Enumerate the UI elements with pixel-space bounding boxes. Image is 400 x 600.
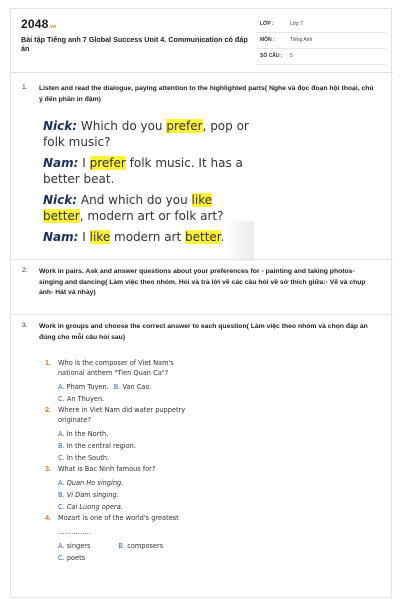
option-row	[58, 441, 275, 451]
meta-label: SỐ CÂU :	[260, 53, 283, 59]
speaker-name: Nam:	[43, 230, 79, 244]
option-letter: C.	[58, 554, 65, 562]
highlighted-phrase: like	[89, 230, 111, 244]
question-number: 2.	[45, 405, 52, 414]
option-text: Pham Tuyen.	[66, 383, 109, 391]
option-letter: B.	[113, 383, 121, 391]
option-text: Van Cao.	[122, 383, 152, 391]
answer-option[interactable]	[58, 491, 119, 499]
dialogue-line	[43, 229, 253, 245]
question-number: 4.	[45, 513, 52, 522]
option-text: Quan Ho singing.	[66, 479, 124, 487]
dialogue-line	[43, 118, 253, 150]
option-text: composers	[127, 542, 164, 550]
option-row	[58, 429, 275, 439]
option-row	[58, 453, 275, 463]
meta-row-subject	[256, 34, 386, 49]
speaker-name: Nick:	[43, 193, 78, 207]
option-text: In the South.	[66, 454, 110, 462]
highlighted-phrase: like better	[43, 193, 213, 223]
option-letter: C.	[58, 395, 65, 403]
meta-label: LỚP :	[260, 21, 274, 27]
answer-option[interactable]	[58, 503, 123, 511]
answer-option[interactable]	[58, 479, 123, 487]
page-header	[11, 9, 393, 69]
question-text: Where in Viet Nam did water puppetry originate?	[58, 406, 186, 424]
answer-option[interactable]	[58, 554, 85, 562]
answer-option[interactable]	[58, 383, 109, 391]
section-instruction: Work in pairs. Ask and answer questions about your preferences for - painting and taking photos- singing and dancing( Làm việc theo nhóm. Hỏi và trả lời về các câu hỏi về sở thích giữa:- Vẽ và chụp ảnh- Hát và nhảy)	[39, 268, 366, 296]
option-row	[58, 490, 275, 500]
option-row	[58, 502, 275, 512]
dialogue-text: , modern art or folk art?	[79, 209, 224, 223]
dialogue-text: And which do you	[77, 193, 192, 207]
dialogue-line	[43, 155, 253, 187]
option-row	[58, 478, 275, 488]
option-letter: C.	[58, 503, 65, 511]
highlighted-phrase: prefer	[89, 156, 126, 170]
section-divider	[11, 314, 393, 315]
option-text: In the North.	[66, 430, 109, 438]
answer-option[interactable]	[58, 442, 136, 450]
meta-row-question-count	[256, 50, 386, 65]
option-row	[58, 394, 275, 404]
question-text: Mozart is one of the world's greatest	[58, 514, 179, 522]
meta-value: Tiếng Anh	[290, 37, 313, 43]
answer-option[interactable]	[114, 383, 152, 391]
quiz-question	[45, 513, 275, 563]
option-letter: B.	[58, 442, 65, 450]
quiz-question	[45, 358, 275, 404]
answer-option[interactable]	[58, 542, 90, 550]
section-instruction: Work in groups and choose the correct answer to each question( Làm việc theo nhóm và chọn đáp án đúng cho mỗi câu hỏi sau)	[39, 323, 368, 341]
dialogue-text: I	[78, 156, 90, 170]
dialogue-text: I	[78, 230, 90, 244]
option-row	[58, 382, 275, 392]
option-row	[58, 541, 275, 551]
worksheet-page	[10, 8, 392, 598]
option-text: An Thuyen.	[66, 395, 105, 403]
section-number: 3.	[22, 322, 28, 329]
document-title: Bài tập Tiếng anh 7 Global Success Unit 4. Communication có đáp án	[21, 35, 248, 53]
option-letter: C.	[58, 454, 65, 462]
option-letter: B.	[118, 542, 126, 550]
answer-option[interactable]	[58, 395, 104, 403]
dialogue-text: Which do you	[77, 119, 167, 133]
quiz-question	[45, 405, 275, 463]
option-letter: A.	[58, 542, 65, 550]
dialogue	[43, 118, 253, 250]
option-letter: A.	[58, 479, 65, 487]
option-text: Cai Luong opera.	[66, 503, 123, 511]
meta-row-class	[256, 18, 386, 33]
answer-blank: ……………	[58, 528, 91, 536]
dialogue-text: modern art	[110, 230, 185, 244]
dialogue-text: folk music. It has a better beat.	[43, 156, 243, 186]
question-number: 1.	[45, 358, 52, 367]
quiz-question	[45, 464, 275, 512]
option-letter: B.	[58, 491, 65, 499]
section-divider	[11, 259, 393, 260]
dialogue-line	[43, 192, 253, 224]
option-letter: A.	[58, 383, 65, 391]
site-logo[interactable]: 2048.vn	[21, 17, 57, 31]
option-text: singers	[66, 542, 91, 550]
question-text: What is Bac Ninh famous for?	[58, 465, 156, 473]
meta-info	[256, 18, 386, 66]
answer-option[interactable]	[58, 454, 109, 462]
speaker-name: Nick:	[43, 119, 78, 133]
meta-value: Lớp 7	[290, 21, 304, 27]
meta-label: MÔN :	[260, 37, 275, 43]
answer-option[interactable]	[58, 430, 108, 438]
option-row	[58, 553, 275, 563]
meta-value: 5	[290, 53, 293, 59]
highlighted-phrase: better	[185, 230, 221, 244]
dialogue-text: , pop or folk music?	[43, 119, 249, 149]
question-number: 3.	[45, 464, 52, 473]
option-text: poets	[66, 554, 86, 562]
dialogue-text: .	[220, 230, 225, 244]
speaker-name: Nam:	[43, 156, 79, 170]
highlighted-phrase: prefer	[166, 119, 203, 133]
quiz-list	[45, 358, 275, 564]
section-number: 1.	[22, 84, 28, 91]
image-edge-shading	[226, 221, 254, 261]
question-text: Who is the composer of Viet Nam's national anthem "Tien Quan Ca"?	[58, 359, 174, 377]
option-text: Vi Dam singing.	[66, 491, 119, 499]
answer-option[interactable]	[118, 542, 163, 550]
option-letter: A.	[58, 430, 65, 438]
header-divider	[11, 72, 393, 73]
section-instruction: Listen and read the dialogue, paying attention to the highlighted parts( Nghe và đọc đoạn hội thoại, chú ý đến phần in đậm)	[39, 85, 374, 103]
option-text: In the central region.	[66, 442, 136, 450]
section-number: 2.	[22, 267, 28, 274]
